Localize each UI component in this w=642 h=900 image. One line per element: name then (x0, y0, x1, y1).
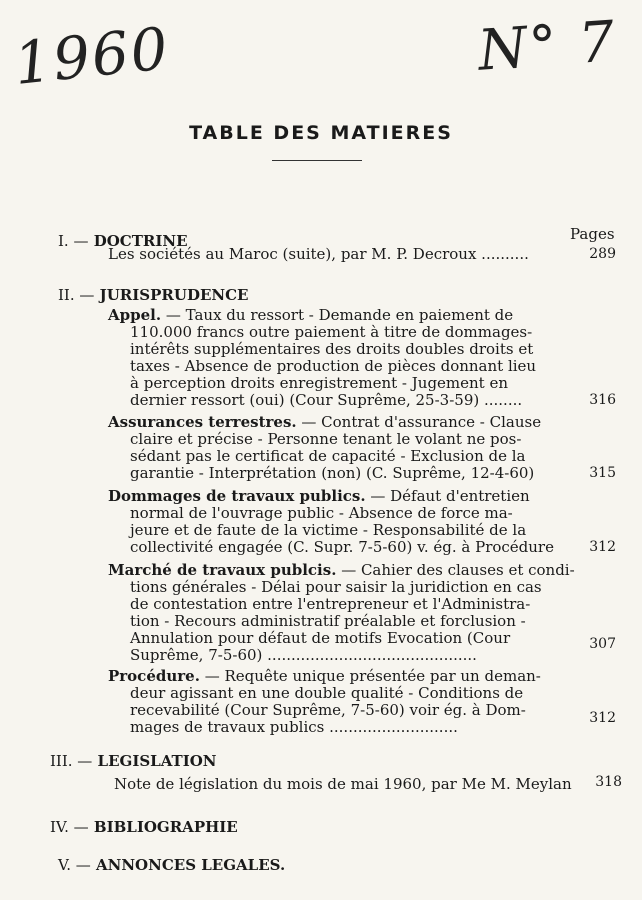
assurances-page: 315 (589, 465, 616, 481)
doctrine-page: 289 (589, 246, 616, 262)
legislation-entry: Note de législation du mois de mai 1960, par Me M. Meylan (114, 775, 572, 793)
legislation-page: 318 (595, 774, 622, 790)
section-doctrine: I. — DOCTRINE (58, 232, 188, 250)
appel-page: 316 (589, 392, 616, 408)
doctrine-entry: Les sociétés au Maroc (suite), par M. P. Decroux .......... (108, 245, 529, 263)
marche-page: 307 (589, 636, 616, 652)
section-legislation: III. — LEGISLATION (50, 752, 217, 770)
jurisprudence-entry-procedure: Procédure. — Requête unique présentée par un deman- deur agissant en une double qualité - Conditions de recevabilité (Cour Suprême, 7-5-60) voir ég. à Dom- mages de travaux publics ........................... (108, 667, 541, 736)
handwritten-year: 1960 (10, 14, 173, 98)
dommages-page: 312 (589, 539, 616, 555)
jurisprudence-entry-marche: Marché de travaux publcis. — Cahier des clauses et condi- tions générales - Délai pour saisir la juridiction en cas de contestation entre l'entrepreneur et l'Administra- tion - Recours administratif préalable et forclusion - Annulation pour défaut de motifs Evocation (Cour Suprême, 7-5-60) ............................................ (108, 561, 575, 664)
handwritten-issue-number: N° 7 (475, 9, 619, 84)
title-underline (272, 160, 362, 161)
section-annonces-legales: V. — ANNONCES LEGALES. (58, 856, 286, 874)
jurisprudence-entry-dommages: Dommages de travaux publics. — Défaut d'entretien normal de l'ouvrage public - Absence de force ma- jeure et de faute de la victime - Responsabilité de la collectivité engagée (C. Supr. 7-5-60) v. ég. à Procédure (108, 487, 554, 556)
procedure-page: 312 (589, 710, 616, 726)
pages-column-header: Pages (570, 225, 615, 243)
section-bibliographie: IV. — BIBLIOGRAPHIE (50, 818, 238, 836)
jurisprudence-entry-appel: Appel. — Taux du ressort - Demande en paiement de 110.000 francs outre paiement à titre de dommages- intérêts supplémentaires des droits doubles droits et taxes - Absence de production de pièces donnant lieu à perception droits enregistrement - Jugement en dernier ressort (oui) (Cour Suprême, 25-3-59) ........ (108, 306, 537, 409)
page-title: TABLE DES MATIERES (189, 122, 453, 144)
jurisprudence-entry-assurances: Assurances terrestres. — Contrat d'assurance - Clause claire et précise - Personne tenant le volant ne pos- sédant pas le certificat de capacité - Exclusion de la garantie - Interprétation (non) (C. Suprême, 12-4-60) (108, 413, 542, 482)
section-jurisprudence: II. — JURISPRUDENCE (58, 286, 249, 304)
